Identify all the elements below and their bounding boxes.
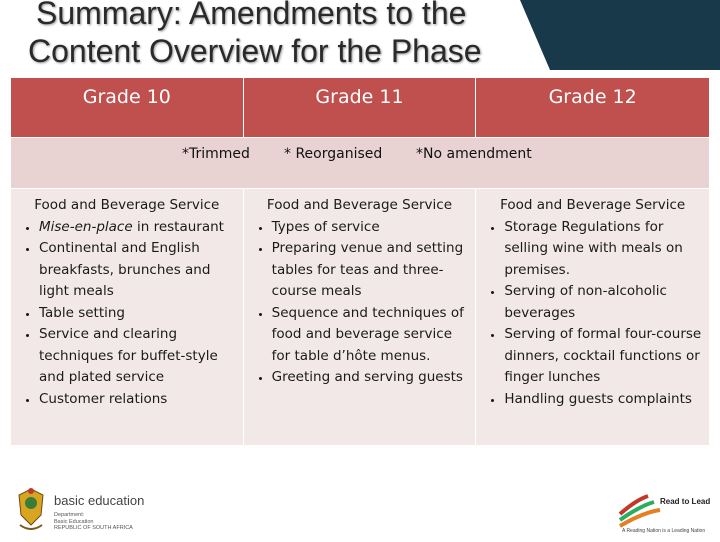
grade-12-heading: Food and Beverage Service: [500, 197, 686, 213]
list-item: • Service and clearing techniques for buffet-style and plated service: [39, 324, 237, 389]
amendments-table: [10, 77, 710, 446]
basic-education-logo: [14, 485, 174, 535]
title-line-2: Content Overview for the Phase: [28, 33, 482, 69]
brand-name: basic education: [54, 493, 145, 508]
list-item: • Customer relations: [39, 389, 237, 411]
mise-en-place-term: Mise-en-place: [39, 218, 133, 235]
grade-11-content: [243, 189, 476, 446]
grade-11-header: [243, 78, 476, 138]
legend-cell: [11, 138, 710, 189]
list-item: • Handling guests complaints: [504, 389, 703, 411]
list-item: • Serving of formal four-course dinners, cocktail functions or finger lunches: [504, 324, 703, 389]
grade-10-header: [11, 78, 244, 138]
title-line-1: Summary: Amendments to the: [36, 0, 467, 31]
grade-12-content: [476, 189, 710, 446]
grade-10-heading: Food and Beverage Service: [34, 197, 220, 213]
read-to-lead-title: Read to Lead: [660, 497, 711, 506]
read-to-lead-tagline: A Reading Nation is a Leading Nation: [622, 528, 706, 534]
dept-line: Basic Education: [54, 518, 94, 525]
list-item: • Serving of non-alcoholic beverages: [504, 281, 703, 324]
grade-10-list: [17, 217, 237, 411]
dept-line: Department:: [54, 512, 85, 518]
department-text: [54, 512, 133, 532]
grade-10-label: Grade 10: [82, 86, 171, 108]
grade-12-list: [482, 217, 703, 411]
grade-12-label: Grade 12: [548, 86, 637, 108]
list-item: • Greeting and serving guests: [272, 367, 470, 389]
grade-11-label: Grade 11: [315, 86, 404, 108]
list-item: • Continental and English breakfasts, brunches and light meals: [39, 238, 237, 303]
read-to-lead-logo: [614, 492, 714, 538]
list-item: • Storage Regulations for selling wine with meals on premises.: [504, 217, 703, 282]
content-row: [11, 189, 710, 446]
grade-11-list: [250, 217, 470, 389]
list-item: • Preparing venue and setting tables for teas and three-course meals: [272, 238, 470, 303]
page-title: [0, 0, 600, 70]
list-item: • Types of service: [272, 217, 470, 239]
coat-of-arms-icon: [14, 485, 48, 535]
list-item-text: in restaurant: [136, 218, 224, 235]
grade-11-heading: Food and Beverage Service: [266, 197, 453, 213]
dept-line: REPUBLIC OF SOUTH AFRICA: [54, 525, 133, 531]
legend-trimmed: *Trimmed: [182, 146, 250, 162]
list-item: • Sequence and techniques of food and beverage service for table d’hôte menus.: [272, 303, 470, 368]
legend-reorganised: * Reorganised: [284, 146, 383, 162]
grade-header-row: [11, 78, 710, 138]
grade-12-header: [476, 78, 710, 138]
list-item: [39, 217, 237, 239]
legend-no-amendment: *No amendment: [416, 146, 532, 162]
legend-row: [11, 138, 710, 189]
list-item: • Table setting: [39, 303, 237, 325]
grade-10-content: [11, 189, 244, 446]
